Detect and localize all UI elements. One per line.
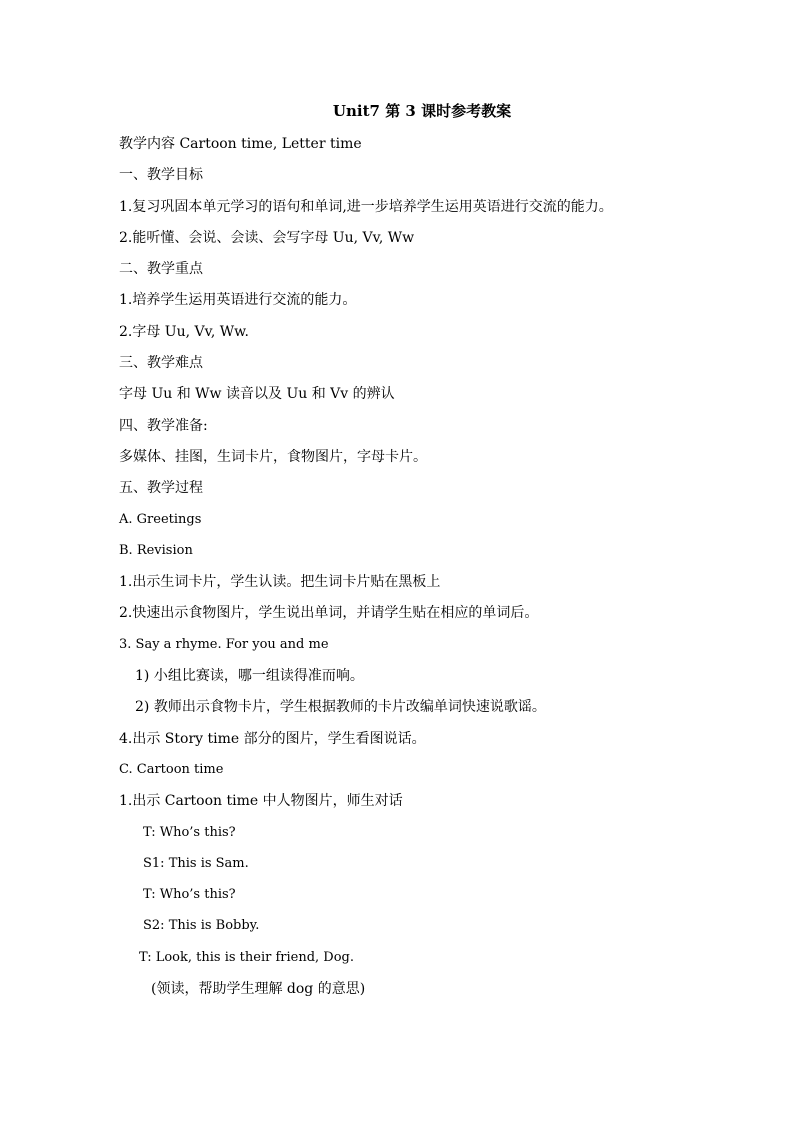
content-line: 2.快速出示食物图片，学生说出单词，并请学生贴在相应的单词后。 bbox=[119, 605, 539, 622]
section-heading: 三、教学难点 bbox=[119, 355, 203, 372]
dialogue-line: T: Who’s this? bbox=[143, 887, 236, 903]
content-line: 字母 Uu 和 Ww 读音以及 Uu 和 Vv 的辨认 bbox=[119, 386, 395, 403]
dialogue-line: S2: This is Bobby. bbox=[143, 918, 260, 934]
content-line: 1.出示生词卡片，学生认读。把生词卡片贴在黑板上 bbox=[119, 574, 441, 591]
content-line: 3. Say a rhyme. For you and me bbox=[119, 636, 329, 652]
content-line: 1.复习巩固本单元学习的语句和单词,进一步培养学生运用英语进行交流的能力。 bbox=[119, 198, 613, 215]
document-body bbox=[119, 132, 739, 1008]
content-line: 1) 小组比赛读，哪一组读得准而响。 bbox=[135, 668, 364, 685]
step-heading: A. Greetings bbox=[119, 511, 202, 527]
dialogue-line: S1: This is Sam. bbox=[143, 855, 249, 871]
content-line: 2.字母 Uu, Vv, Ww. bbox=[119, 323, 249, 340]
content-line: 1.培养学生运用英语进行交流的能力。 bbox=[119, 292, 357, 309]
step-heading: C. Cartoon time bbox=[119, 761, 224, 777]
content-line: 4.出示 Story time 部分的图片，学生看图说话。 bbox=[119, 730, 426, 747]
step-heading: B. Revision bbox=[119, 542, 193, 558]
content-line: 教学内容 Cartoon time, Letter time bbox=[119, 136, 362, 152]
dialogue-line: T: Who’s this? bbox=[143, 824, 236, 840]
note-line: (领读，帮助学生理解 dog 的意思) bbox=[151, 981, 366, 998]
content-line: 1.出示 Cartoon time 中人物图片，师生对话 bbox=[119, 793, 403, 810]
dialogue-line: T: Look, this is their friend, Dog. bbox=[139, 949, 355, 965]
content-line: 2) 教师出示食物卡片，学生根据教师的卡片改编单词快速说歌谣。 bbox=[135, 699, 546, 716]
content-line: 2.能听懂、会说、会读、会写字母 Uu, Vv, Ww bbox=[119, 229, 415, 246]
section-heading: 二、教学重点 bbox=[119, 261, 203, 278]
section-heading: 一、教学目标 bbox=[119, 167, 203, 184]
content-line: 多媒体、挂图，生词卡片，食物图片，字母卡片。 bbox=[119, 448, 427, 465]
section-heading: 五、教学过程 bbox=[119, 480, 203, 497]
section-heading: 四、教学准备: bbox=[119, 417, 208, 434]
document-title: Unit7 第 3 课时参考教案 bbox=[332, 102, 512, 120]
